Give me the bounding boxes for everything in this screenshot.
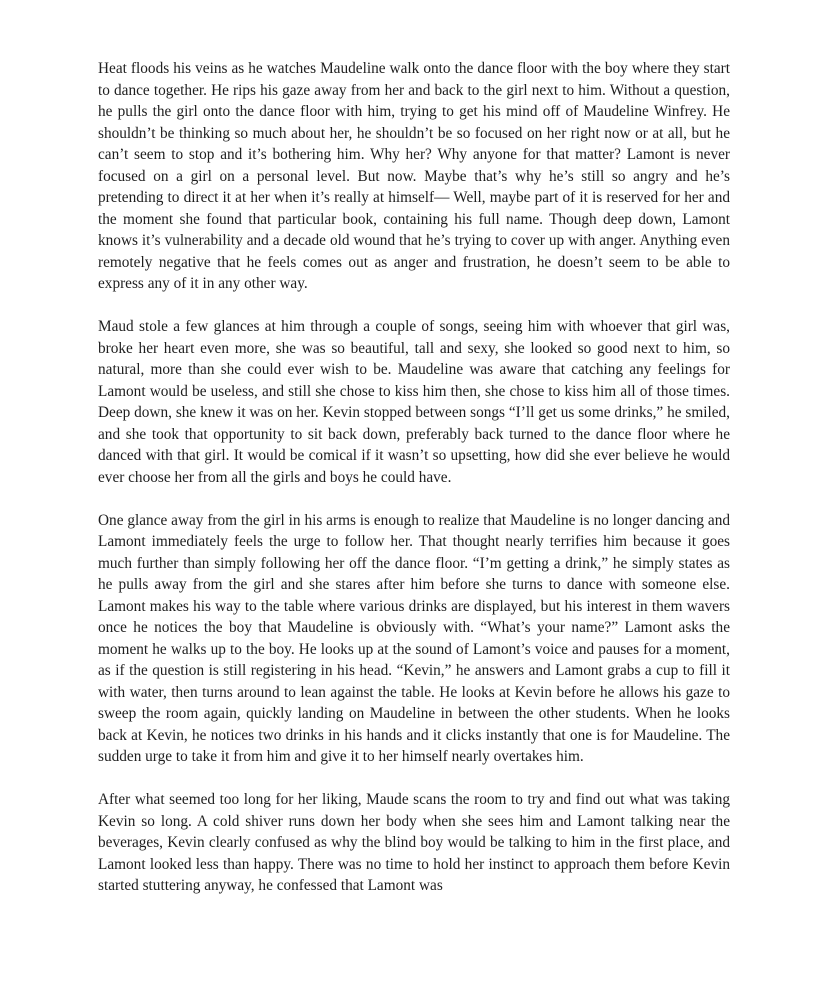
paragraph-2: Maud stole a few glances at him through a couple of songs, seeing him with whoever that girl was, broke her heart even more, she was so beautiful, tall and sexy, she looked so good next to him, so natural, more than she could ever wish to be. Maudeline was aware that catching any feelings for Lamont would be useless, and still she chose to kiss him then, she chose to kiss him all of those times. Deep down, she knew it was on her. Kevin stopped between songs “I’ll get us some drinks,” he smiled, and she took that opportunity to sit back down, preferably back turned to the dance floor where he danced with that girl. It would be comical if it wasn’t so upsetting, how did she ever believe he would ever choose her from all the girls and boys he could have. bbox=[98, 318, 730, 486]
paragraph-1: Heat floods his veins as he watches Maudeline walk onto the dance floor with the boy where they start to dance together. He rips his gaze away from her and back to the girl next to him. Without a question, he pulls the girl onto the dance floor with him, trying to get his mind off of Maudeline Winfrey. He shouldn’t be thinking so much about her, he shouldn’t be so focused on her right now or at all, but he can’t seem to stop and it’s bothering him. Why her? Why anyone for that matter? Lamont is never focused on a girl on a personal level. But now. Maybe that’s why he’s still so angry and he’s pretending to direct it at her when it’s really at himself— Well, maybe part of it is reserved for her and the moment she found that particular book, containing his full name. Though deep down, Lamont knows it’s vulnerability and a decade old wound that he’s trying to cover up with anger. Anything even remotely negative that he feels comes out as anger and frustration, he doesn’t seem to be able to express any of it in any other way. bbox=[98, 60, 730, 292]
paragraph-3: One glance away from the girl in his arms is enough to realize that Maudeline is no longer dancing and Lamont immediately feels the urge to follow her. That thought nearly terrifies him because it goes much further than simply following her off the dance floor. “I’m getting a drink,” he simply states as he pulls away from the girl and she stares after him before she turns to dance with someone else. Lamont makes his way to the table where various drinks are displayed, but his interest in them wavers once he notices the boy that Maudeline is obviously with. “What’s your name?” Lamont asks the moment he walks up to the boy. He looks up at the sound of Lamont’s voice and pauses for a moment, as if the question is still registering in his head. “Kevin,” he answers and Lamont grabs a cup to fill it with water, then turns around to lean against the table. He looks at Kevin before he allows his gaze to sweep the room again, quickly landing on Maudeline in between the other students. When he looks back at Kevin, he notices two drinks in his hands and it clicks instantly that one is for Maudeline. The sudden urge to take it from him and give it to her himself nearly overtakes him. bbox=[98, 511, 730, 765]
document-page bbox=[98, 58, 730, 918]
paragraph-4: After what seemed too long for her liking, Maude scans the room to try and find out what was taking Kevin so long. A cold shiver runs down her body when she sees him and Lamont talking near the beverages, Kevin clearly confused as why the blind boy would be talking to him in the first place, and Lamont looked less than happy. There was no time to hold her instinct to approach them before Kevin started stuttering anyway, he confessed that Lamont was bbox=[98, 791, 730, 894]
